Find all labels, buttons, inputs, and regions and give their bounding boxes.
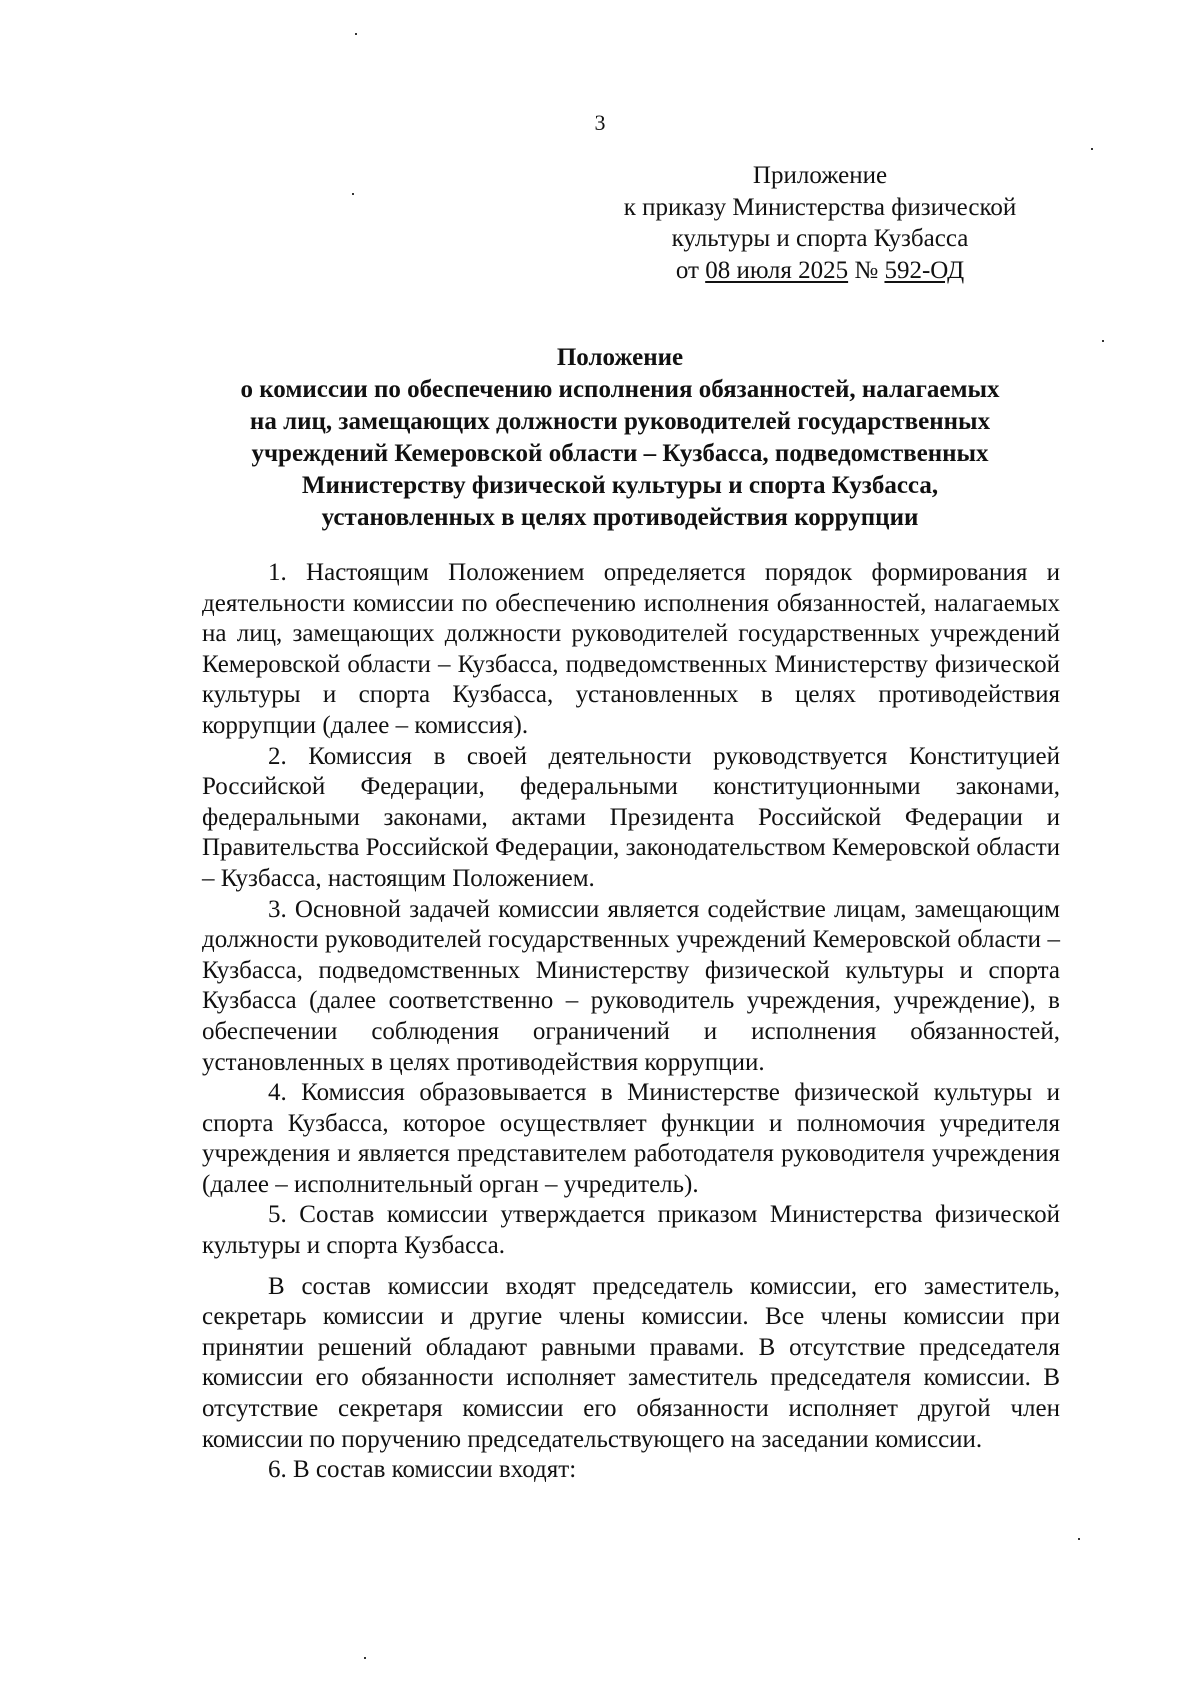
document-title <box>160 342 1080 534</box>
title-line: Положение <box>556 344 684 371</box>
appendix-header <box>560 160 1080 286</box>
title-line: Министерству физической культуры и спорта Кузбасса, <box>301 472 939 499</box>
document-body <box>202 558 1060 1486</box>
order-date: 08 июля 2025 <box>705 256 849 284</box>
scan-speck <box>1078 1538 1080 1540</box>
title-line: на лиц, замещающих должности руководителей государственных <box>249 408 991 435</box>
date-prefix: от <box>675 256 699 284</box>
appendix-order-ref: к приказу Министерства физической <box>623 193 1017 221</box>
scan-speck <box>1091 148 1093 150</box>
number-prefix: № <box>854 256 879 284</box>
scan-speck <box>355 33 357 35</box>
paragraph-5-composition: В состав комиссии входят председатель комиссии, его заместитель, секретарь комиссии и другие члены комиссии. Все члены комиссии при принятии решений обладают равными правами. В отсутствие председателя комиссии его обязанности исполняет заместитель председателя комиссии. В отсутствие секретаря комиссии его обязанности исполняет другой член комиссии по поручению председательствующего на заседании комиссии. <box>202 1272 1060 1453</box>
paragraph-4: 4. Комиссия образовывается в Министерстве физической культуры и спорта Кузбасса, которое осуществляет функции и полномочия учредителя учреждения и является представителем работодателя руководителя учреждения (далее – исполнительный орган – учредитель). <box>202 1079 1060 1198</box>
title-line: о комиссии по обеспечению исполнения обязанностей, налагаемых <box>240 376 1000 403</box>
scan-speck <box>352 193 354 195</box>
appendix-label: Приложение <box>752 162 888 189</box>
title-line: установленных в целях противодействия коррупции <box>321 504 919 531</box>
appendix-ministry: культуры и спорта Кузбасса <box>671 225 969 252</box>
scan-speck <box>1102 340 1104 342</box>
paragraph-6: 6. В состав комиссии входят: <box>268 1456 577 1484</box>
scan-speck <box>364 1657 366 1659</box>
appendix-date-line <box>560 255 1080 287</box>
title-line: учреждений Кемеровской области – Кузбасса, подведомственных <box>251 440 989 467</box>
paragraph-1: 1. Настоящим Положением определяется порядок формирования и деятельности комиссии по обеспечению исполнения обязанностей, налагаемых на лиц, замещающих должности руководителей государственных учреждений Кемеровской области – Кузбасса, подведомственных Министерству физической культуры и спорта Кузбасса, установленных в целях противодействия коррупции (далее – комиссия). <box>202 559 1060 739</box>
page-number: 3 <box>594 110 606 135</box>
paragraph-5: 5. Состав комиссии утверждается приказом Министерства физической культуры и спорта Кузбасса. <box>202 1201 1060 1260</box>
paragraph-2: 2. Комиссия в своей деятельности руководствуется Конституцией Российской Федерации, федеральными конституционными законами, федеральными законами, актами Президента Российской Федерации и Правительства Российской Федерации, законодательством Кемеровской области – Кузбасса, настоящим Положением. <box>202 742 1060 892</box>
order-number: 592-ОД <box>884 256 965 284</box>
paragraph-3: 3. Основной задачей комиссии является содействие лицам, замещающим должности руководителей государственных учреждений Кемеровской области – Кузбасса, подведомственных Министерству физической культуры и спорта Кузбасса (далее соответственно – руководитель учреждения, учреждение), в обеспечении соблюдения ограничений и исполнения обязанностей, установленных в целях противодействия коррупции. <box>202 895 1060 1076</box>
